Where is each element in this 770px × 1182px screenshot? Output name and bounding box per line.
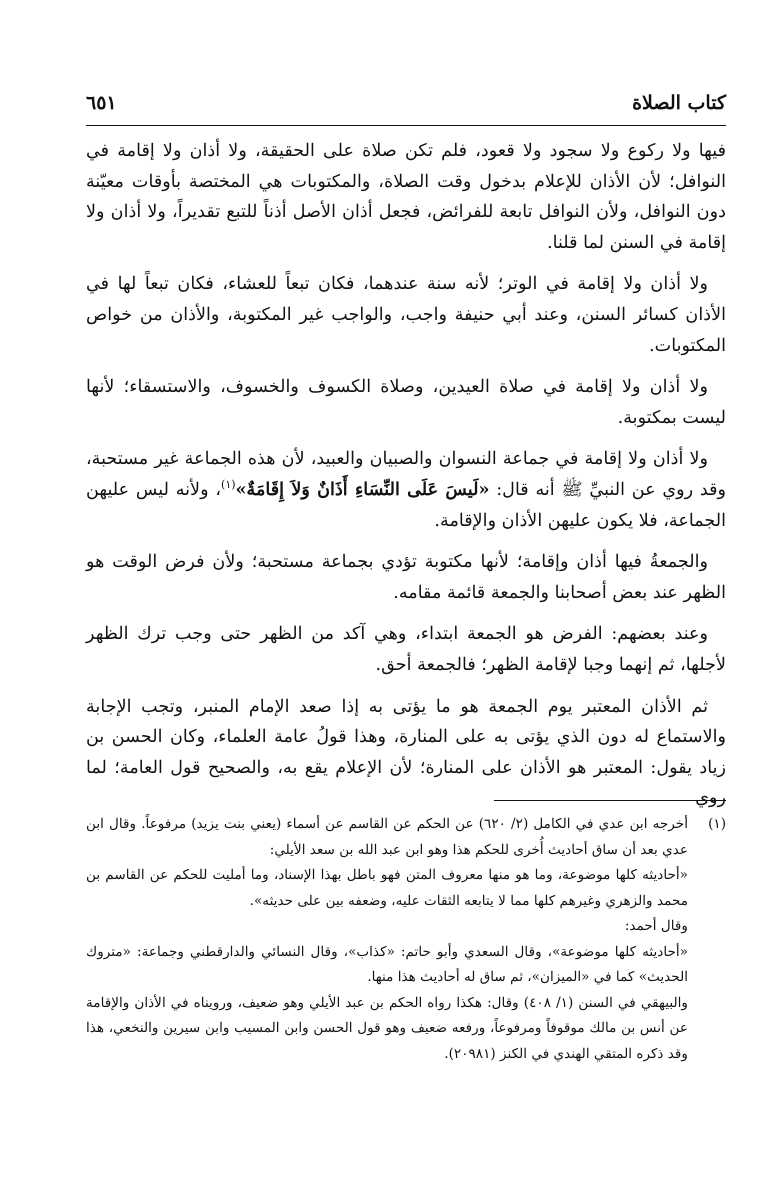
footnote-line: وقال أحمد: [624,918,688,934]
footnote-line: والبيهقي في السنن (١/ ٤٠٨) وقال: هكذا رواه الحكم بن عبد الأيلي وهو ضعيف، ورويناه في الأذان والإقامة عن أنس بن مالك موقوفاً ومرفوعاً، ورفعه ضعيف وهو قول الحسن وابن المسيب وابن سيرين والنخعي، هذا وقد ذكره المتقي الهندي في الكنز (٢٠٩٨١). [86,994,688,1062]
page-header [86,88,726,122]
hadith-quote: «لَيسَ عَلَى النِّسَاءِ أَذَانٌ وَلاَ إِقَامَةٌ» [235,478,490,500]
footnote-quote: «أحاديثه كلها موضوعة، وما هو منها معروف المتن فهو باطل بهذا الإسناد، وما أمليت للحكم عن القاسم بن محمد والزهري وغيرهم كلها مما لا يتابعه الثقات عليه، وضعفه بين على حديثه». [86,867,688,909]
main-text [86,136,726,825]
paragraph-5: والجمعةُ فيها أذان وإقامة؛ لأنها مكتوبة تؤدي بجماعة مستحبة؛ ولأن فرض الوقت هو الظهر عند بعض أصحابنا والجمعة قائمة مقامه. [86,552,726,603]
paragraph-7: ثم الأذان المعتبر يوم الجمعة هو ما يؤتى به إذا صعد الإمام المنبر، وتجب الإجابة والاستماع له دون الذي يؤتى به على المنارة، وهذا قولُ عامة العلماء، وكان الحسن بن زياد يقول: المعتبر هو الأذان على المنارة؛ لأن الإعلام يقع به، والصحيح قول العامة؛ لما روي [86,696,726,809]
header-divider [86,125,726,126]
paragraph-4-text-a: ولا أذان ولا إقامة في جماعة النسوان والصبيان والعبيد، لأن هذه الجماعة غير مستحبة، وقد روي عن النبيِّ ﷺ أنه قال: [86,449,726,500]
footnote-divider [494,800,726,801]
paragraph-6: وعند بعضهم: الفرض هو الجمعة ابتداء، وهي آكد من الظهر حتى وجب ترك الظهر لأجلها، ثم إنهما وجبا لإقامة الظهر؛ فالجمعة أحق. [86,624,726,675]
paragraph-4 [86,444,726,536]
footnote-line: أخرجه ابن عدي في الكامل (٢/ ٦٢٠) عن الحكم عن القاسم عن أسماء (يعني بنت يزيد) مرفوعاً. وقال ابن عدي بعد أن ساق أحاديث أُخرى للحكم هذا وهو ابن عبد الله بن سعد الأيلي: [86,816,688,858]
footnote-number: (١) [708,816,726,832]
footnote-1 [86,812,726,1067]
footnotes [86,812,726,1067]
paragraph-2: ولا أذان ولا إقامة في الوتر؛ لأنه سنة عندهما، فكان تبعاً للعشاء، فكان تبعاً لها في الأذان كسائر السنن، وعند أبي حنيفة واجب، والواجب غير المكتوبة، والأذان من خواص المكتوبات. [86,274,726,356]
footnote-reference[interactable]: (١) [221,478,236,492]
page-number: ٦٥١ [86,92,117,114]
paragraph-3: ولا أذان ولا إقامة في صلاة العيدين، وصلاة الكسوف والخسوف، والاستسقاء؛ لأنها ليست بمكتوبة. [86,377,726,428]
footnote-quote: «أحاديثه كلها موضوعة»، وقال السعدي وأبو حاتم: «كذاب»، وقال النسائي والدارقطني وجماعة: «متروك الحديث» كما في «الميزان»، ثم ساق له أحاديث هذا منها. [86,943,688,985]
paragraph-4-text-b: ، ولأنه ليس عليهن الجماعة، فلا يكون عليهن الأذان والإقامة. [86,479,726,531]
paragraph-1: فيها ولا ركوع ولا سجود ولا قعود، فلم تكن صلاة على الحقيقة، ولا أذان ولا إقامة في النوافل؛ لأن الأذان للإعلام بدخول وقت الصلاة، والمكتوبات هي المختصة بأوقات معيّنة دون النوافل، ولأن النوافل تابعة للفرائض، فجعل أذان الأصل أذناً للتبع تقديراً، ولا أذان ولا إقامة في السنن لما قلنا. [86,141,726,253]
chapter-title: كتاب الصلاة [632,92,726,114]
